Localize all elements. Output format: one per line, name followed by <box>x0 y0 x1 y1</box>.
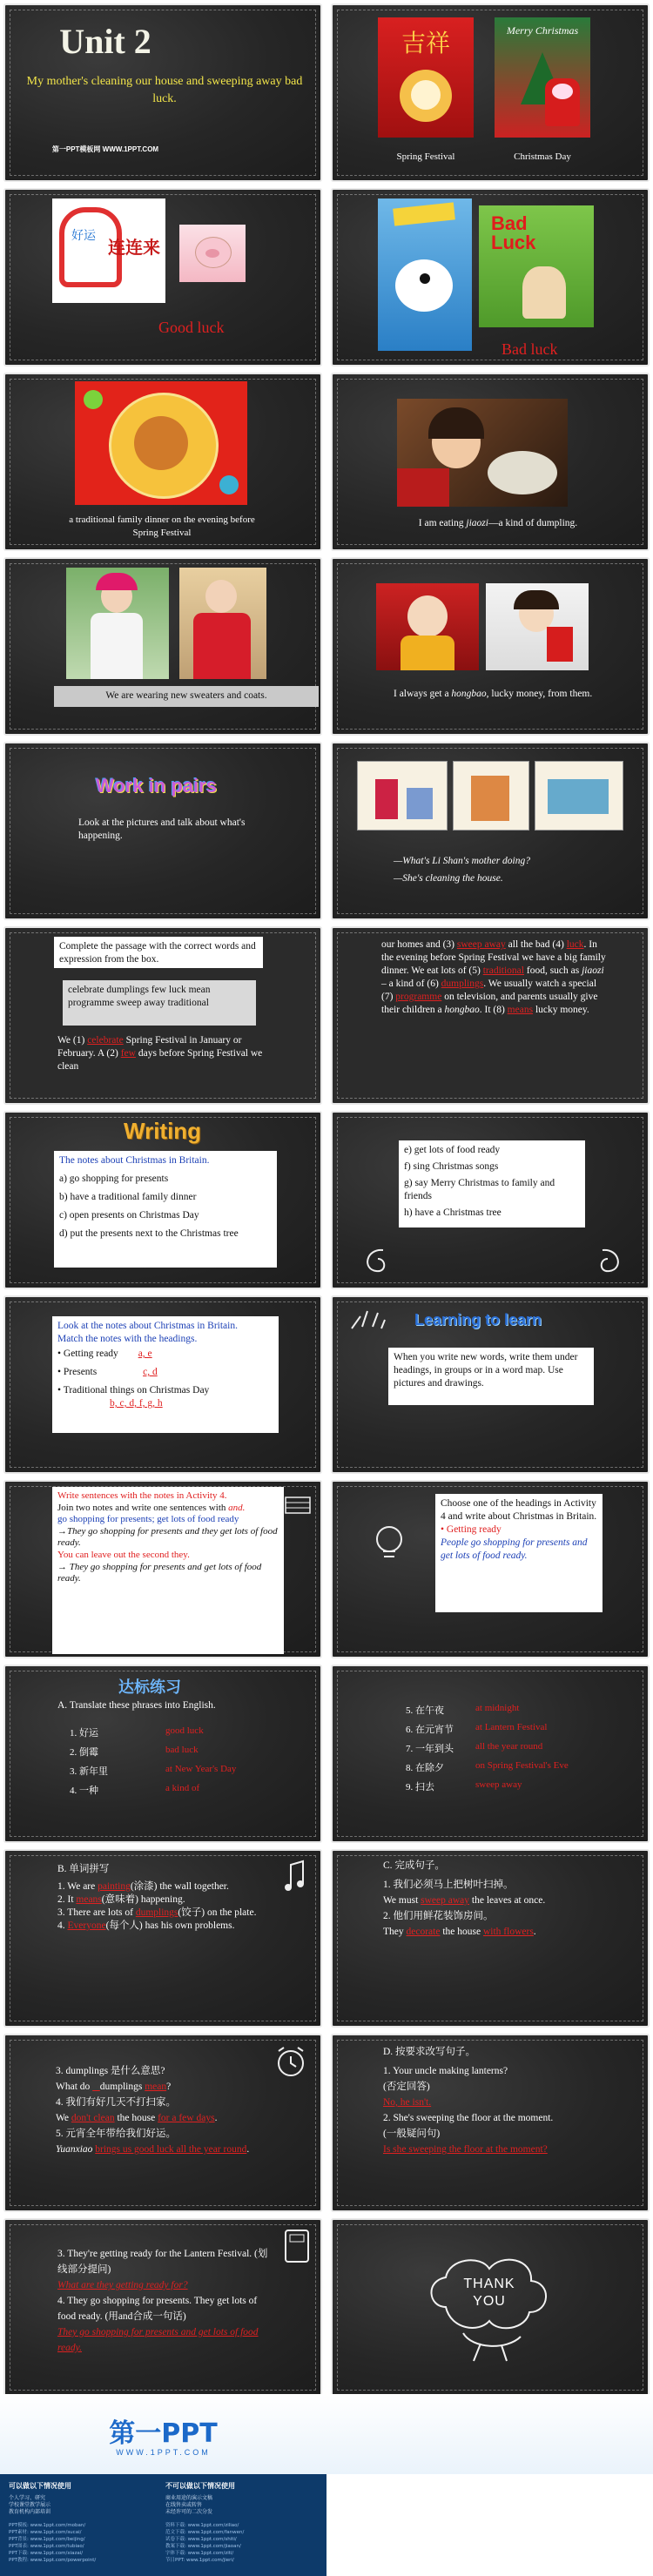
slide-2-festivals <box>331 3 650 182</box>
row3-q: 3. 新年里 <box>70 1766 108 1777</box>
notes-item-g: g) say Merry Christmas to family and friends <box>404 1178 555 1201</box>
exercise-a-row-2 <box>70 1745 296 1759</box>
c2-answer-2: with flowers <box>482 1927 534 1937</box>
c3-b: dumplings <box>99 2082 145 2092</box>
b2-b: (意味着) happening. <box>101 1894 185 1905</box>
p2-b: all the bad (4) <box>505 939 567 950</box>
notes-heading: The notes about Christmas in Britain. <box>59 1155 210 1166</box>
answer-6: dumplings <box>441 979 484 989</box>
exercise-a-row-9 <box>406 1779 632 1793</box>
answer-7: programme <box>395 992 442 1002</box>
d2-type: (一般疑问句) <box>383 2129 441 2139</box>
notes-item-e: e) get lots of food ready <box>404 1145 501 1155</box>
c3-answer-2: mean <box>145 2082 167 2092</box>
christmas-card-image <box>495 17 590 138</box>
c4-answer: don't clean <box>71 2113 115 2123</box>
slide-3-good-luck <box>3 188 322 367</box>
exercise-c-heading: C. 完成句子。 <box>383 1860 445 1871</box>
write-line-4: →They go shopping for presents and they get lots of food ready. <box>57 1525 278 1549</box>
c4-c: . <box>214 2113 218 2123</box>
slide-23-exercise-c-cont <box>3 2034 322 2212</box>
write-line-1: Write sentences with the notes in Activity 4. <box>57 1490 227 1501</box>
exercise-b-body <box>57 1880 284 1933</box>
p2-hongbao: hongbao <box>444 1005 480 1015</box>
footer-link-8[interactable]: 范文下载: www.1ppt.com/fanwen/ <box>165 2530 245 2535</box>
footer-can-item-2: 学校课堂教学展示 <box>9 2502 51 2508</box>
notes-item-a: a) go shopping for presents <box>59 1174 169 1184</box>
answer-5: traditional <box>482 965 524 976</box>
match-line-1: Look at the notes about Christmas in Britain. <box>57 1321 238 1331</box>
hongbao-caption-word: hongbao <box>451 689 487 699</box>
notes-item-h: h) have a Christmas tree <box>404 1207 502 1218</box>
footer-info <box>0 2474 326 2576</box>
sticker-haoyun-text: 好运 <box>71 229 96 243</box>
row2-a: bad luck <box>165 1745 199 1755</box>
exercise-a-row-6 <box>406 1722 632 1736</box>
music-note-icon <box>282 1860 308 1894</box>
write-sentences-box <box>52 1487 284 1654</box>
footer-link-5[interactable]: PPT下载: www.1ppt.com/xiazai/ <box>9 2551 84 2556</box>
footer-right-blank <box>326 2474 653 2576</box>
unit-title: Unit 2 <box>59 22 151 61</box>
idea-rays-icon <box>348 1306 387 1332</box>
word-box: celebrate dumplings few luck mean programme sweep away traditional <box>63 980 256 1026</box>
exercise-c2-body <box>56 2063 282 2157</box>
passage-part-2 <box>381 938 608 1017</box>
unit-subtitle: My mother's cleaning our house and sweeping away bad luck. <box>26 75 303 105</box>
answer-8: means <box>507 1005 534 1015</box>
sticker-lianlianlai-text: 连连来 <box>108 237 160 258</box>
hongbao-caption-pre: I always get a <box>394 689 452 699</box>
slide-16-learning <box>331 1295 650 1474</box>
exercise-a-instructions: A. Translate these phrases into English. <box>57 1700 216 1711</box>
exercise-a-row-8 <box>406 1760 632 1774</box>
b1-a: 1. We are <box>57 1881 98 1892</box>
cleaning-picture-2 <box>453 761 529 831</box>
choose-line-1: Choose one of the headings in Activity 4 and write about Christmas in Britain. <box>441 1498 597 1522</box>
good-luck-label: Good luck <box>158 319 225 336</box>
slide-24-exercise-d <box>331 2034 650 2212</box>
slide-17-write-sentences <box>3 1480 322 1658</box>
c1-b: the leaves at once. <box>469 1895 546 1906</box>
slide-21-exercise-b <box>3 1849 322 2028</box>
choose-box <box>435 1494 603 1612</box>
match-answer-3: b, c, d, f, g, h <box>110 1398 163 1409</box>
footer-link-6[interactable]: PPT教程: www.1ppt.com/powerpoint/ <box>9 2558 97 2563</box>
bad-luck-label: Bad luck <box>502 340 558 358</box>
d4-prompt: 4. They go shopping for presents. They get lots of food ready. (用and合成一句话) <box>57 2296 258 2322</box>
slide-8-hongbao <box>331 557 650 736</box>
d1-type: (否定回答) <box>383 2082 430 2092</box>
footer-link-3[interactable]: PPT背景: www.1ppt.com/beijing/ <box>9 2537 85 2542</box>
sweaters-photo-2 <box>179 568 266 679</box>
cleaning-picture-1 <box>357 761 448 831</box>
snoopy-poster-image <box>378 198 472 351</box>
row1-q: 1. 好运 <box>70 1728 98 1739</box>
choose-line-2: • Getting ready <box>441 1524 502 1535</box>
footer-link-12[interactable]: 节日PPT: www.1ppt.com/jieri/ <box>165 2558 234 2563</box>
row3-a: at New Year's Day <box>165 1764 237 1774</box>
b3-b: (饺子) on the plate. <box>178 1907 257 1918</box>
caption-christmas-day: Christmas Day <box>514 151 571 162</box>
p2-h: . It (8) <box>479 1005 508 1015</box>
eating-jiaozi-caption <box>394 517 603 530</box>
b4-answer: Everyone <box>67 1920 106 1931</box>
b3-answer: dumplings <box>135 1907 178 1918</box>
eating-dumpling-image <box>397 399 568 507</box>
p2-d: food, such as <box>523 965 582 976</box>
slide-5-family-dinner <box>3 373 322 551</box>
exercise-a-row-4 <box>70 1783 296 1797</box>
row4-a: a kind of <box>165 1783 200 1793</box>
slide-4-bad-luck <box>331 188 650 367</box>
exercise-a-row-1 <box>70 1725 296 1739</box>
write-line-2a: Join two notes and write one sentences with <box>57 1502 229 1513</box>
d4-answer: They go shopping for presents and get lots of food ready. <box>57 2327 259 2353</box>
sweaters-photo-1 <box>66 568 169 679</box>
match-line-2: Match the notes with the headings. <box>57 1334 198 1344</box>
write-line-2b: and. <box>228 1502 246 1513</box>
write-line-5: You can leave out the second they. <box>57 1549 190 1560</box>
slide-26-thank-you <box>331 2218 650 2397</box>
slide-14-notes-2 <box>331 1111 650 1289</box>
b2-answer: means <box>76 1894 102 1905</box>
c5-prompt: 5. 元宵全年带给我们好运。 <box>56 2129 176 2139</box>
slide-25-exercise-d-cont <box>3 2218 322 2397</box>
c2-b: the house <box>440 1927 483 1937</box>
footer-cannot-item-3: 未经许可的二次分发 <box>165 2509 213 2515</box>
row8-q: 8. 在除夕 <box>406 1763 444 1773</box>
row6-q: 6. 在元宵节 <box>406 1725 454 1735</box>
caption-jiaozi: jiaozi <box>466 518 488 528</box>
good-luck-sticker-image <box>52 198 165 303</box>
b4-a: 4. <box>57 1920 68 1931</box>
c2-a: They <box>383 1927 407 1937</box>
choose-line-3: People go shopping for presents and get lots of food ready. <box>441 1537 588 1561</box>
row7-q: 7. 一年到头 <box>406 1744 454 1754</box>
exercise-a-row-7 <box>406 1741 632 1755</box>
d1-answer: No, he isn't. <box>383 2097 432 2108</box>
clothes-caption: We are wearing new sweaters and coats. <box>105 690 267 701</box>
p2-c: . In the evening before Spring Festival we have a big family dinner. We eat lots of (5) <box>381 939 606 976</box>
write-line-6: → They go shopping for presents and get lots of food ready. <box>57 1561 262 1584</box>
learning-title: Learning to learn <box>414 1311 542 1328</box>
match-row-3: • Traditional things on Christmas Day <box>57 1385 210 1396</box>
c3-prompt: 3. dumplings 是什么意思? <box>56 2066 165 2076</box>
exercise-title: 达标练习 <box>118 1678 181 1697</box>
footer-banner <box>0 2394 653 2474</box>
hongbao-caption-post: , lucky money, from them. <box>486 689 593 699</box>
family-dinner-image <box>75 381 247 505</box>
footer-link-2[interactable]: PPT素材: www.1ppt.com/sucai/ <box>9 2530 82 2535</box>
calculator-doodle-icon <box>282 2229 312 2263</box>
match-box <box>52 1316 279 1433</box>
exercise-a-row-5 <box>406 1703 632 1717</box>
c2-answer: decorate <box>406 1927 441 1937</box>
row8-a: on Spring Festival's Eve <box>475 1760 569 1771</box>
slide-9-work-in-pairs <box>3 742 322 920</box>
exercise-d-body <box>383 2063 618 2157</box>
writing-title: Writing <box>124 1118 202 1144</box>
notes-box-1 <box>54 1151 277 1268</box>
footer-url: WWW.1PPT.COM <box>116 2448 211 2457</box>
bad-luck-poster-image <box>479 205 594 327</box>
slide-13-writing <box>3 1111 322 1289</box>
p2-g: on television, and parents usually give their children a <box>381 992 598 1015</box>
p1-text-a: We (1) <box>57 1035 88 1046</box>
c3-answer <box>92 2082 100 2092</box>
c3-c: ? <box>166 2082 172 2092</box>
d3-prompt: 3. They're getting ready for the Lantern Festival. (划线部分提问) <box>57 2249 268 2275</box>
footer-cannot-item-2: 在线售卖或转售 <box>165 2502 203 2508</box>
chalk-swirl-icon-2 <box>594 1243 629 1278</box>
notes-item-c: c) open presents on Christmas Day <box>59 1210 199 1221</box>
light-bulb-doodle-icon <box>367 1522 411 1565</box>
c4-a: We <box>56 2113 71 2123</box>
answer-1: celebrate <box>87 1035 124 1046</box>
answer-2: few <box>120 1048 136 1059</box>
c2-c: . <box>533 1927 536 1937</box>
lucky-pig-image <box>179 225 246 282</box>
spring-festival-card-image <box>378 17 474 138</box>
notes-item-f: f) sing Christmas songs <box>404 1161 499 1172</box>
footer-brand: 第一PPT <box>109 2418 218 2449</box>
girl-hongbao-photo <box>486 583 589 670</box>
footer-link-10[interactable]: 教案下载: www.1ppt.com/jiaoan/ <box>165 2544 241 2549</box>
exercise-d2-body <box>57 2246 275 2356</box>
write-line-3: go shopping for presents; get lots of food ready <box>57 1514 239 1525</box>
row9-q: 9. 扫去 <box>406 1782 434 1792</box>
site-watermark: 第一PPT模板网 WWW.1PPT.COM <box>51 145 159 153</box>
cleaning-answer: —She's cleaning the house. <box>394 873 503 884</box>
footer-can-heading: 可以做以下情况使用 <box>9 2482 71 2490</box>
p2-f: . We usually watch a special (7) <box>381 979 597 1002</box>
slide-19-exercise-a <box>3 1665 322 1843</box>
c4-prompt: 4. 我们有好几天不打扫家。 <box>56 2097 176 2108</box>
slide-22-exercise-c <box>331 1849 650 2028</box>
c4-answer-2: for a few days <box>158 2113 215 2123</box>
baby-hongbao-photo <box>376 583 479 670</box>
p2-e: – a kind of (6) <box>381 979 441 989</box>
footer-ad <box>0 2394 653 2576</box>
thank-you-text: THANK YOU <box>463 2277 515 2309</box>
footer-link-7[interactable]: 资料下载: www.1ppt.com/ziliao/ <box>165 2523 239 2528</box>
p2-a: our homes and (3) <box>381 939 457 950</box>
d2-prompt: 2. She's sweeping the floor at the moment. <box>383 2113 554 2123</box>
footer-link-1[interactable]: PPT模板: www.1ppt.com/moban/ <box>9 2523 86 2528</box>
slide-15-match <box>3 1295 322 1474</box>
notes-box-2 <box>399 1140 585 1227</box>
match-row-1: • Getting ready <box>57 1349 118 1359</box>
cleaning-question: —What's Li Shan's mother doing? <box>394 856 530 866</box>
slide-20-exercise-a-cont <box>331 1665 650 1843</box>
row4-q: 4. 一种 <box>70 1786 98 1796</box>
row9-a: sweep away <box>475 1779 522 1790</box>
footer-cannot-item-1: 商业用途的演示文稿 <box>165 2495 213 2501</box>
b4-b: (每个人) has his own problems. <box>105 1920 235 1931</box>
row1-a: good luck <box>165 1725 204 1736</box>
match-answer-2: c, d <box>143 1367 158 1377</box>
notes-item-d: d) put the presents next to the Christmas tree <box>59 1228 239 1239</box>
notebook-doodle-icon <box>282 1492 313 1517</box>
work-in-pairs-title: Work in pairs <box>96 775 217 797</box>
row7-a: all the year round <box>475 1741 543 1752</box>
p1-text-b: Spring Festival in January or February. A (2) <box>57 1035 242 1059</box>
footer-link-9[interactable]: 试卷下载: www.1ppt.com/shiti/ <box>165 2537 237 2542</box>
poster-bad-luck-text: Bad Luck <box>491 212 536 253</box>
slide-1-title <box>3 3 322 182</box>
row5-q: 5. 在午夜 <box>406 1705 444 1716</box>
c2-prompt: 2. 他们用鲜花装饰房间。 <box>383 1911 494 1921</box>
hongbao-caption <box>394 688 594 701</box>
passage-instructions: Complete the passage with the correct words and expression from the box. <box>54 937 263 968</box>
d3-answer: What are they getting ready for? <box>57 2280 188 2290</box>
footer-cannot-heading: 不可以做以下情况使用 <box>165 2482 235 2490</box>
c5-a: Yuanxiao <box>56 2144 96 2155</box>
slide-11-passage-1 <box>3 926 322 1105</box>
match-row-2: • Presents <box>57 1367 98 1377</box>
row5-a: at midnight <box>475 1703 520 1713</box>
exercise-c-body <box>383 1877 618 1940</box>
slide-18-choose-heading <box>331 1480 650 1658</box>
p2-jiaozi: jiaozi <box>582 965 604 976</box>
slide-6-eating-jiaozi <box>331 373 650 551</box>
footer-link-11[interactable]: 字体下载: www.1ppt.com/ziti/ <box>165 2551 234 2556</box>
c1-a: We must <box>383 1895 421 1906</box>
answer-4: luck <box>566 939 584 950</box>
slide-12-passage-2 <box>331 926 650 1105</box>
caption-spring-festival: Spring Festival <box>396 151 455 162</box>
c5-answer: brings us good luck all the year round <box>95 2144 247 2155</box>
answer-3: sweep away <box>456 939 506 950</box>
passage-part-1 <box>57 1034 275 1073</box>
c4-b: the house <box>114 2113 158 2123</box>
p2-i: lucky money. <box>533 1005 589 1015</box>
exercise-b-heading: B. 单词拼写 <box>57 1864 110 1874</box>
caption-pre: I am eating <box>418 518 467 528</box>
d1-prompt: 1. Your uncle making lanterns? <box>383 2066 508 2076</box>
c5-b: . <box>246 2144 250 2155</box>
work-in-pairs-text: Look at the pictures and talk about what's happening. <box>78 817 246 841</box>
learning-box: When you write new words, write them under headings, in groups or in a word map. Use pictures and drawings. <box>388 1348 594 1405</box>
p1-text-c: days before Spring Festival we clean <box>57 1048 263 1072</box>
row6-a: at Lantern Festival <box>475 1722 548 1732</box>
exercise-a-row-3 <box>70 1764 296 1778</box>
footer-can-item-3: 教育机构内部培训 <box>9 2509 51 2515</box>
dinner-caption: a traditional family dinner on the evening before Spring Festival <box>69 515 255 538</box>
slide-7-new-clothes <box>3 557 322 736</box>
cleaning-picture-3 <box>535 761 623 831</box>
match-answer-1: a, e <box>138 1349 152 1359</box>
footer-link-4[interactable]: PPT图表: www.1ppt.com/tubiao/ <box>9 2544 84 2549</box>
card-christmas-text: Merry Christmas <box>506 24 579 37</box>
c1-answer: sweep away <box>421 1895 470 1906</box>
b2-a: 2. It <box>57 1894 77 1905</box>
c3-a: What do <box>56 2082 93 2092</box>
card-jixiang-text: 吉祥 <box>401 29 450 57</box>
notes-item-b: b) have a traditional family dinner <box>59 1192 197 1202</box>
d2-answer: Is she sweeping the floor at the moment? <box>383 2144 548 2155</box>
slide-10-cleaning <box>331 742 650 920</box>
chalk-swirl-icon <box>357 1243 392 1278</box>
c1-prompt: 1. 我们必须马上把树叶扫掉。 <box>383 1880 514 1890</box>
exercise-d-heading: D. 按要求改写句子。 <box>383 2047 476 2057</box>
row2-q: 2. 倒霉 <box>70 1747 98 1758</box>
b1-answer: painting <box>98 1881 131 1892</box>
footer-can-item-1: 个人学习、研究 <box>9 2495 46 2501</box>
clothes-caption-box <box>54 686 319 707</box>
b3-a: 3. There are lots of <box>57 1907 136 1918</box>
b1-b: (涂漆) the wall together. <box>130 1881 229 1892</box>
caption-post: —a kind of dumpling. <box>488 518 578 528</box>
